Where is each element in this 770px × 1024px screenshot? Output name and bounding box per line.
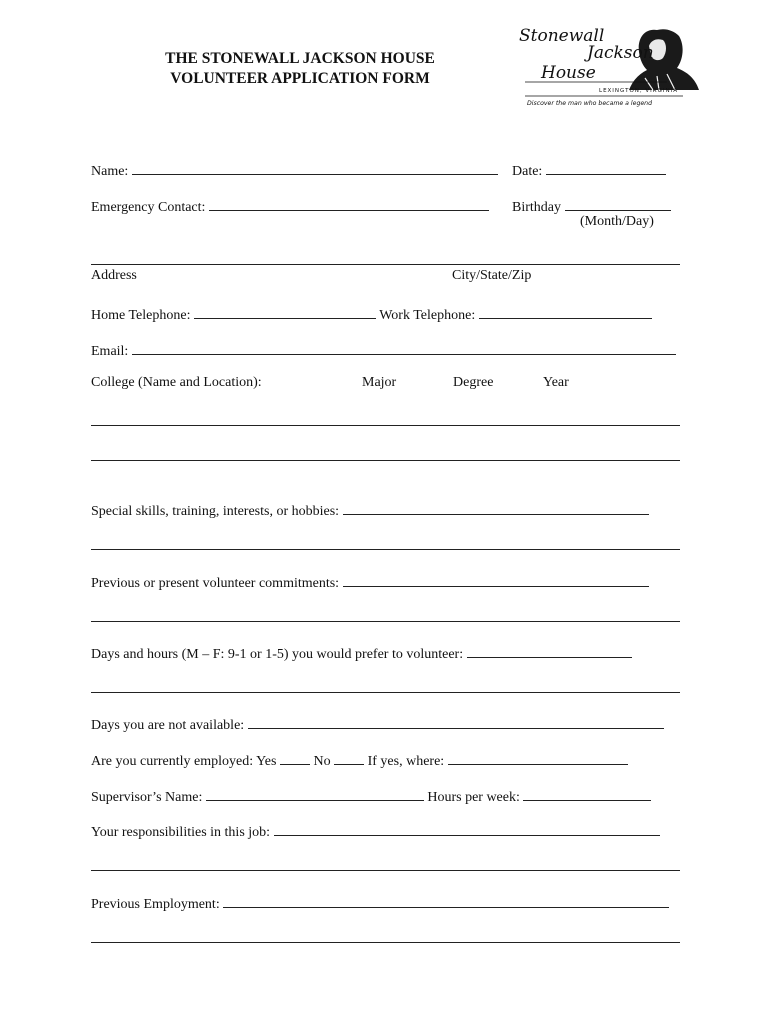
employed-yes-field[interactable] <box>280 750 310 765</box>
name-row <box>91 160 498 180</box>
if-yes-where-label: If yes, where: <box>367 754 445 769</box>
college-line-1[interactable] <box>91 425 680 426</box>
days-not-available-row <box>91 714 664 734</box>
responsibilities-row <box>91 821 660 841</box>
currently-employed-label: Are you currently employed: Yes <box>91 754 277 769</box>
days-hours-label: Days and hours (M – F: 9-1 or 1-5) you would prefer to volunteer: <box>91 647 464 662</box>
previous-employment-row <box>91 893 669 913</box>
form-title-line-2: VOLUNTEER APPLICATION FORM <box>170 70 430 87</box>
email-row <box>91 340 676 360</box>
home-telephone-label: Home Telephone: <box>91 308 191 323</box>
days-not-available-label: Days you are not available: <box>91 718 245 733</box>
volunteer-commitments-label: Previous or present volunteer commitments: <box>91 576 340 591</box>
stonewall-jackson-house-logo <box>517 16 699 112</box>
college-line-2[interactable] <box>91 460 680 461</box>
responsibilities-line-2[interactable] <box>91 870 680 871</box>
emergency-contact-label: Emergency Contact: <box>91 200 206 215</box>
logo-wordmark-2: Jackson <box>587 43 654 63</box>
days-not-available-field[interactable] <box>248 714 664 729</box>
logo-location: LEXINGTON, VIRGINIA <box>599 88 678 94</box>
birthday-hint: (Month/Day) <box>580 214 654 229</box>
previous-employment-line-2[interactable] <box>91 942 680 943</box>
email-label: Email: <box>91 344 129 359</box>
volunteer-commitments-field[interactable] <box>343 572 649 587</box>
name-field[interactable] <box>132 160 498 175</box>
form-title-line-1: THE STONEWALL JACKSON HOUSE <box>165 50 435 67</box>
employment-row <box>91 750 628 770</box>
date-label: Date: <box>512 164 543 179</box>
birthday-label: Birthday <box>512 200 561 215</box>
days-hours-line-2[interactable] <box>91 692 680 693</box>
form-title <box>110 49 490 89</box>
previous-employment-field[interactable] <box>223 893 669 908</box>
address-field[interactable] <box>91 264 680 265</box>
employer-field[interactable] <box>448 750 628 765</box>
work-telephone-field[interactable] <box>479 304 652 319</box>
email-field[interactable] <box>132 340 676 355</box>
work-telephone-label: Work Telephone: <box>379 308 476 323</box>
year-label: Year <box>543 375 569 390</box>
employed-no-field[interactable] <box>334 750 364 765</box>
college-label: College (Name and Location): <box>91 375 262 390</box>
emergency-contact-field[interactable] <box>209 196 489 211</box>
special-skills-row <box>91 500 649 520</box>
responsibilities-label: Your responsibilities in this job: <box>91 825 271 840</box>
date-row <box>512 160 666 180</box>
address-label: Address <box>91 268 137 283</box>
supervisor-name-label: Supervisor’s Name: <box>91 790 203 805</box>
birthday-row <box>512 196 671 216</box>
city-state-zip-label: City/State/Zip <box>452 268 532 283</box>
date-field[interactable] <box>546 160 666 175</box>
days-hours-field[interactable] <box>467 643 632 658</box>
emergency-contact-row <box>91 196 489 216</box>
birthday-field[interactable] <box>565 196 671 211</box>
special-skills-line-2[interactable] <box>91 549 680 550</box>
responsibilities-field[interactable] <box>274 821 660 836</box>
supervisor-name-field[interactable] <box>206 786 424 801</box>
special-skills-label: Special skills, training, interests, or hobbies: <box>91 504 340 519</box>
supervisor-row <box>91 786 651 806</box>
days-hours-row <box>91 643 632 663</box>
name-label: Name: <box>91 164 129 179</box>
telephone-row <box>91 304 652 324</box>
volunteer-commitments-line-2[interactable] <box>91 621 680 622</box>
hours-per-week-label: Hours per week: <box>427 790 520 805</box>
logo-tagline: Discover the man who became a legend <box>527 100 653 107</box>
special-skills-field[interactable] <box>343 500 649 515</box>
home-telephone-field[interactable] <box>194 304 376 319</box>
employed-no-label: No <box>313 754 331 769</box>
logo-wordmark-3: House <box>541 63 596 83</box>
volunteer-commitments-row <box>91 572 649 592</box>
major-label: Major <box>362 375 397 390</box>
degree-label: Degree <box>453 375 494 390</box>
logo-wordmark-1: Stonewall <box>519 26 605 46</box>
previous-employment-label: Previous Employment: <box>91 897 220 912</box>
hours-per-week-field[interactable] <box>523 786 651 801</box>
